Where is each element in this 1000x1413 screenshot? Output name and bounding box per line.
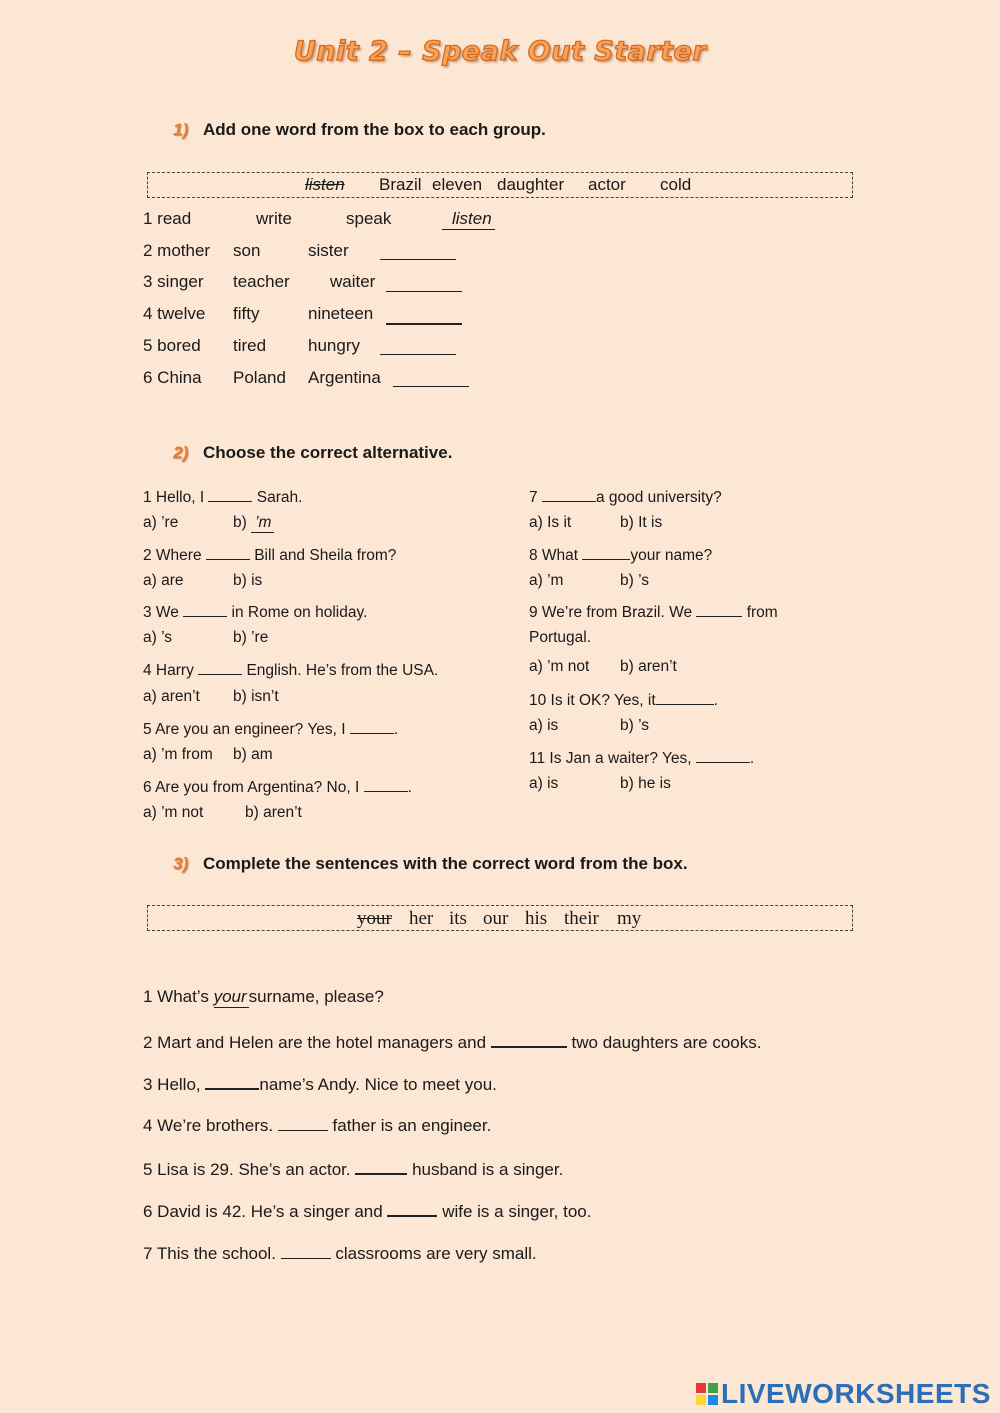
- question-1-blank[interactable]: [208, 485, 252, 502]
- question-1: 1 Hello, I Sarah.: [143, 485, 302, 507]
- question-7: 7 a good university?: [529, 485, 722, 507]
- option-b[interactable]: b) ’s: [620, 717, 650, 734]
- question-8: 8 What your name?: [529, 543, 712, 565]
- option-b[interactable]: b) ’s: [620, 572, 650, 589]
- option-b[interactable]: b) he is: [620, 775, 671, 792]
- question-4-blank[interactable]: [198, 658, 242, 675]
- question-7-blank[interactable]: [542, 485, 596, 502]
- question-9: 9 We’re from Brazil. We from: [529, 600, 778, 622]
- group-5-word: tired: [233, 336, 267, 355]
- sentence-4: 4 We’re brothers. father is an engineer.: [143, 1116, 492, 1135]
- word-box-item: his: [525, 908, 548, 929]
- group-1-word: write: [256, 209, 292, 228]
- sentence-6: 6 David is 42. He’s a singer and wife is a singer, too.: [143, 1199, 592, 1222]
- word-box-item: cold: [660, 175, 692, 194]
- group-4-blank[interactable]: [386, 307, 462, 325]
- option-a[interactable]: a) Is it: [529, 514, 572, 531]
- group-1-word: 1 read: [143, 209, 192, 228]
- sentence-4-blank[interactable]: [278, 1114, 328, 1131]
- sentence-5: 5 Lisa is 29. She’s an actor. husband is a singer.: [143, 1157, 563, 1180]
- group-5-blank[interactable]: [380, 338, 456, 355]
- option-b[interactable]: b) It is: [620, 514, 663, 531]
- question-5: 5 Are you an engineer? Yes, I .: [143, 717, 398, 739]
- option-b[interactable]: b) aren’t: [620, 658, 677, 675]
- word-box-item: our: [483, 908, 509, 929]
- group-3-blank[interactable]: [386, 275, 462, 292]
- group-5-word: hungry: [308, 336, 360, 355]
- option-b[interactable]: b) ’re: [233, 629, 269, 646]
- group-1-word: speak: [346, 209, 392, 228]
- group-4-word: fifty: [233, 304, 260, 323]
- sentence-1: 1 What’s your surname, please?: [143, 987, 384, 1006]
- option-a[interactable]: a) aren’t: [143, 688, 200, 705]
- liveworksheets-logo: [696, 1378, 991, 1410]
- question-9-continued: Portugal.: [529, 629, 592, 646]
- question-6-blank[interactable]: [364, 775, 408, 792]
- exercise-2-number: 2): [173, 443, 189, 462]
- exercise-3-number: 3): [173, 854, 189, 873]
- word-box-item: her: [409, 908, 434, 929]
- option-a[interactable]: a) is: [529, 775, 559, 792]
- option-a[interactable]: a) are: [143, 572, 184, 589]
- word-box-item: eleven: [432, 175, 483, 194]
- question-9-blank[interactable]: [696, 600, 742, 617]
- sentence-5-blank[interactable]: [355, 1157, 407, 1175]
- question-11: 11 Is Jan a waiter? Yes, .: [529, 746, 754, 768]
- sentence-2-blank[interactable]: [491, 1030, 567, 1048]
- option-a[interactable]: a) ’m: [529, 572, 564, 589]
- word-box-3: [147, 905, 853, 931]
- word-box-item: their: [564, 908, 599, 929]
- word-box-1: [147, 172, 853, 198]
- option-b[interactable]: b) am: [233, 746, 273, 763]
- group-6-blank[interactable]: [393, 370, 469, 387]
- group-1-answer[interactable]: listen: [442, 209, 495, 230]
- question-2: 2 Where Bill and Sheila from?: [143, 543, 396, 565]
- group-5-word: 5 bored: [143, 336, 201, 355]
- liveworksheets-logo-text: LIVEWORKSHEETS: [721, 1378, 991, 1409]
- group-4-word: nineteen: [308, 304, 374, 323]
- option-b[interactable]: b) ’m: [233, 514, 274, 533]
- question-3-blank[interactable]: [183, 600, 227, 617]
- word-box-item: Brazil: [379, 175, 422, 194]
- exercise-3-heading: Complete the sentences with the correct word from the box.: [203, 854, 688, 873]
- group-6-word: 6 China: [143, 368, 202, 387]
- exercise-1-number: 1): [173, 120, 189, 139]
- question-2-blank[interactable]: [206, 543, 250, 560]
- liveworksheets-logo-icon: [696, 1383, 718, 1405]
- group-2-blank[interactable]: [380, 243, 456, 260]
- question-10-blank[interactable]: [656, 688, 714, 705]
- option-a[interactable]: a) ’m from: [143, 746, 213, 763]
- question-10: 10 Is it OK? Yes, it .: [529, 688, 718, 710]
- option-a[interactable]: a) ’s: [143, 629, 173, 646]
- group-3-word: 3 singer: [143, 272, 204, 291]
- option-b[interactable]: b) aren’t: [245, 804, 302, 821]
- group-3-word: waiter: [330, 272, 376, 291]
- question-8-blank[interactable]: [582, 543, 630, 560]
- word-box-item: daughter: [497, 175, 565, 194]
- option-a[interactable]: a) ’m not: [143, 804, 204, 821]
- sentence-7-blank[interactable]: [281, 1242, 331, 1259]
- group-4-word: 4 twelve: [143, 304, 206, 323]
- word-box-item: my: [617, 908, 642, 929]
- option-a[interactable]: a) is: [529, 717, 559, 734]
- option-a[interactable]: a) ’m not: [529, 658, 590, 675]
- word-box-example: listen: [305, 175, 345, 194]
- sentence-7: 7 This the school. classrooms are very small.: [143, 1244, 537, 1263]
- group-2-word: 2 mother: [143, 241, 211, 260]
- group-6-word: Argentina: [308, 368, 381, 387]
- group-2-word: sister: [308, 241, 349, 260]
- sentence-3-blank[interactable]: [205, 1072, 259, 1090]
- word-box-item: actor: [588, 175, 626, 194]
- sentence-1-answer[interactable]: your: [213, 987, 247, 1006]
- question-5-blank[interactable]: [350, 717, 394, 734]
- page-title: Unit 2 – Speak Out Starter: [293, 36, 707, 67]
- word-box-item: its: [449, 908, 467, 929]
- question-11-blank[interactable]: [696, 746, 750, 763]
- question-6: 6 Are you from Argentina? No, I .: [143, 775, 412, 797]
- sentence-2: 2 Mart and Helen are the hotel managers and two daughters are cooks.: [143, 1030, 761, 1053]
- group-6-word: Poland: [233, 368, 286, 387]
- option-b[interactable]: b) is: [233, 572, 263, 589]
- option-b[interactable]: b) isn’t: [233, 688, 279, 705]
- question-4: 4 Harry English. He’s from the USA.: [143, 658, 438, 680]
- option-a[interactable]: a) ’re: [143, 514, 179, 531]
- question-3: 3 We in Rome on holiday.: [143, 600, 367, 622]
- exercise-2-heading: Choose the correct alternative.: [203, 443, 453, 462]
- exercise-1-heading: Add one word from the box to each group.: [203, 120, 546, 139]
- sentence-6-blank[interactable]: [387, 1199, 437, 1217]
- sentence-3: 3 Hello, name’s Andy. Nice to meet you.: [143, 1072, 497, 1095]
- group-2-word: son: [233, 241, 261, 260]
- word-box-example: your: [357, 908, 392, 929]
- group-3-word: teacher: [233, 272, 290, 291]
